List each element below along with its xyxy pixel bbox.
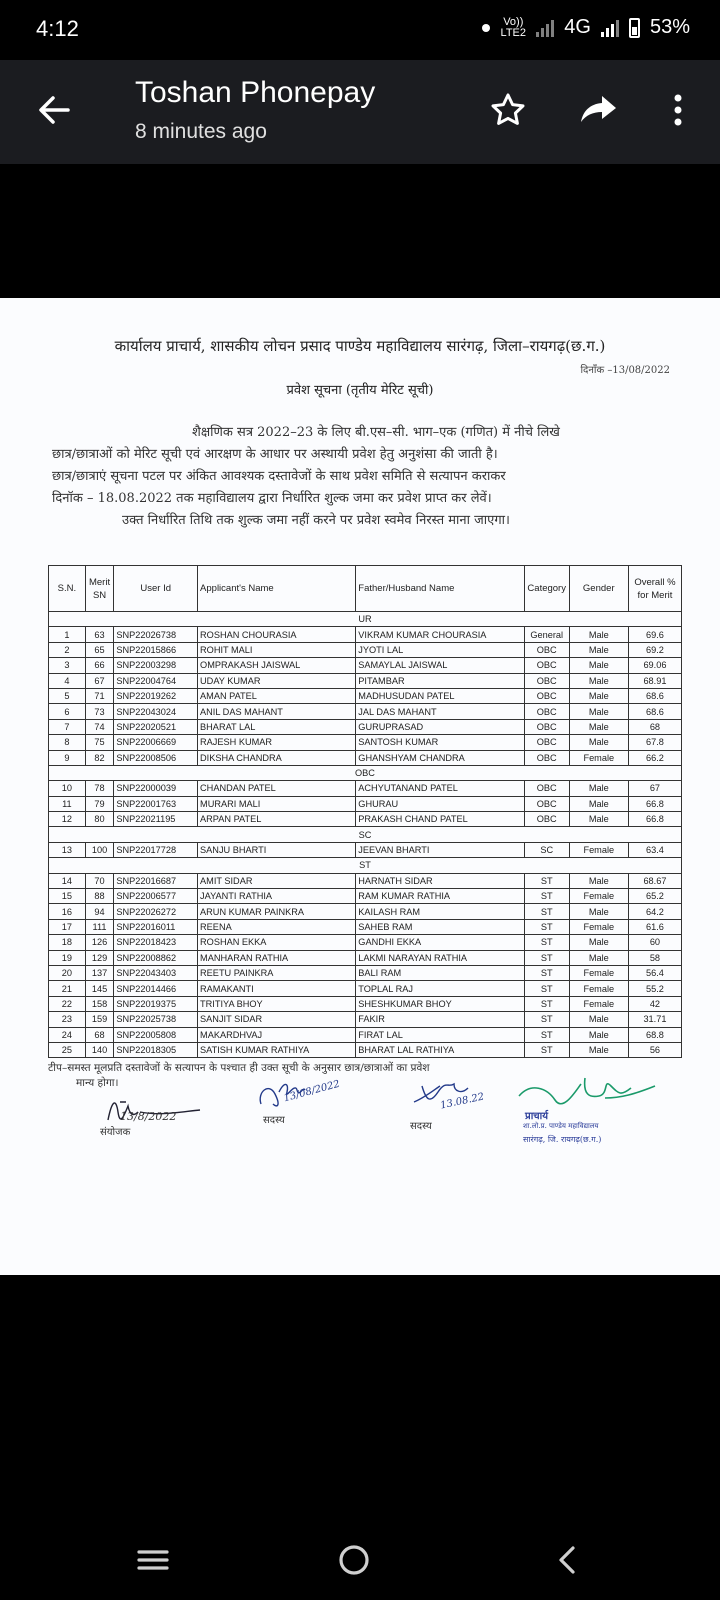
cell-applicant-name: AMAN PATEL — [198, 688, 356, 703]
network-type: 4G — [564, 16, 591, 38]
col-gender: Gender — [569, 566, 628, 612]
cell-sn: 8 — [49, 735, 86, 750]
cell-merit-sn: 158 — [85, 996, 114, 1011]
cell-merit-sn: 129 — [85, 950, 114, 965]
cell-user-id: SNP22016687 — [114, 873, 198, 888]
cell-applicant-name: ROSHAN CHOURASIA — [198, 627, 356, 642]
cell-gender: Female — [569, 889, 628, 904]
cell-sn: 24 — [49, 1027, 86, 1042]
para-line-5: उक्त निर्धारित तिथि तक शुल्क जमा नहीं करने पर प्रवेश स्वमेव निरस्त माना जाएगा। — [122, 513, 510, 528]
cell-category: ST — [524, 950, 569, 965]
cell-merit-sn: 73 — [85, 704, 114, 719]
cell-merit-sn: 100 — [85, 842, 114, 857]
cell-gender: Male — [569, 873, 628, 888]
signature-member-2 — [410, 1076, 520, 1136]
cell-category: SC — [524, 842, 569, 857]
app-bar — [0, 60, 720, 164]
table-row — [49, 981, 682, 996]
cell-applicant-name: UDAY KUMAR — [198, 673, 356, 688]
cell-father-name: MADHUSUDAN PATEL — [356, 688, 524, 703]
table-row — [49, 642, 682, 657]
category-group-row — [49, 827, 682, 842]
sig1-label: संयोजक — [100, 1127, 131, 1138]
cell-applicant-name: AMIT SIDAR — [198, 873, 356, 888]
table-row — [49, 996, 682, 1011]
cell-user-id: SNP22004764 — [114, 673, 198, 688]
cell-sn: 20 — [49, 965, 86, 980]
cell-user-id: SNP22018305 — [114, 1042, 198, 1057]
sender-title: Toshan Phonepay — [135, 76, 376, 109]
cell-sn: 7 — [49, 719, 86, 734]
stamp-line-1: प्राचार्य — [525, 1111, 549, 1122]
star-icon[interactable] — [488, 90, 528, 130]
cell-overall: 68 — [628, 719, 681, 734]
cell-merit-sn: 78 — [85, 781, 114, 796]
para-line-2: छात्र/छात्राओं को मेरिट सूची एवं आरक्षण के आधार पर अस्थायी प्रवेश हेतु अनुशंसा की जाती है। — [52, 447, 498, 462]
cell-gender: Male — [569, 688, 628, 703]
cell-father-name: GHANSHYAM CHANDRA — [356, 750, 524, 765]
cell-overall: 63.4 — [628, 842, 681, 857]
table-row — [49, 873, 682, 888]
cell-applicant-name: ARPAN PATEL — [198, 812, 356, 827]
cell-father-name: HARNATH SIDAR — [356, 873, 524, 888]
cell-father-name: GURUPRASAD — [356, 719, 524, 734]
cell-user-id: SNP22016011 — [114, 919, 198, 934]
cell-sn: 11 — [49, 796, 86, 811]
cell-category: ST — [524, 889, 569, 904]
sig2-label: सदस्य — [263, 1115, 285, 1126]
cell-merit-sn: 111 — [85, 919, 114, 934]
cell-overall: 68.91 — [628, 673, 681, 688]
cell-overall: 31.71 — [628, 1012, 681, 1027]
cell-merit-sn: 65 — [85, 642, 114, 657]
cell-merit-sn: 126 — [85, 935, 114, 950]
sent-time: 8 minutes ago — [135, 120, 267, 143]
cell-gender: Male — [569, 904, 628, 919]
cell-user-id: SNP22003298 — [114, 658, 198, 673]
cell-father-name: SANTOSH KUMAR — [356, 735, 524, 750]
cell-gender: Male — [569, 781, 628, 796]
col-father-name: Father/Husband Name — [356, 566, 524, 612]
cell-merit-sn: 67 — [85, 673, 114, 688]
document-image[interactable] — [0, 298, 720, 1275]
cell-user-id: SNP22019375 — [114, 996, 198, 1011]
cell-overall: 65.2 — [628, 889, 681, 904]
table-row — [49, 950, 682, 965]
cell-applicant-name: ROHIT MALI — [198, 642, 356, 657]
cell-overall: 68.8 — [628, 1027, 681, 1042]
stamp-line-3: सारंगढ़, जि. रायगढ़(छ.ग.) — [523, 1135, 602, 1144]
cell-father-name: SAMAYLAL JAISWAL — [356, 658, 524, 673]
cell-user-id: SNP22006577 — [114, 889, 198, 904]
table-row — [49, 965, 682, 980]
table-row — [49, 842, 682, 857]
merit-table — [48, 565, 682, 1058]
cell-user-id: SNP22018423 — [114, 935, 198, 950]
category-group-label: OBC — [49, 765, 682, 780]
cell-father-name: FAKIR — [356, 1012, 524, 1027]
cell-user-id: SNP22008862 — [114, 950, 198, 965]
cell-overall: 66.8 — [628, 812, 681, 827]
category-group-label: SC — [49, 827, 682, 842]
cell-sn: 12 — [49, 812, 86, 827]
cell-merit-sn: 70 — [85, 873, 114, 888]
cell-applicant-name: SATISH KUMAR RATHIYA — [198, 1042, 356, 1057]
table-row — [49, 750, 682, 765]
cell-sn: 23 — [49, 1012, 86, 1027]
cell-overall: 67 — [628, 781, 681, 796]
table-row — [49, 627, 682, 642]
cell-gender: Male — [569, 627, 628, 642]
cell-sn: 3 — [49, 658, 86, 673]
cell-sn: 15 — [49, 889, 86, 904]
cell-merit-sn: 94 — [85, 904, 114, 919]
table-row — [49, 1027, 682, 1042]
cell-gender: Female — [569, 842, 628, 857]
table-row — [49, 719, 682, 734]
volte-indicator: Vo)) LTE2 — [500, 15, 527, 39]
note-line-2: मान्य होगा। — [76, 1077, 119, 1089]
sig2-date: 13/08/2022 — [282, 1078, 342, 1105]
cell-father-name: GANDHI EKKA — [356, 935, 524, 950]
cell-overall: 69.6 — [628, 627, 681, 642]
cell-category: OBC — [524, 735, 569, 750]
table-row — [49, 904, 682, 919]
cell-father-name: JYOTI LAL — [356, 642, 524, 657]
principal-signature-stamp — [515, 1068, 665, 1148]
cell-user-id: SNP22001763 — [114, 796, 198, 811]
cell-applicant-name: DIKSHA CHANDRA — [198, 750, 356, 765]
cell-user-id: SNP22015866 — [114, 642, 198, 657]
cell-category: ST — [524, 904, 569, 919]
cell-overall: 56 — [628, 1042, 681, 1057]
cell-sn: 9 — [49, 750, 86, 765]
cell-gender: Male — [569, 1012, 628, 1027]
cell-gender: Male — [569, 704, 628, 719]
cell-gender: Female — [569, 981, 628, 996]
cell-category: OBC — [524, 658, 569, 673]
cell-merit-sn: 159 — [85, 1012, 114, 1027]
cell-category: General — [524, 627, 569, 642]
notification-dot-icon — [482, 24, 490, 32]
cell-overall: 69.2 — [628, 642, 681, 657]
cell-user-id: SNP22005808 — [114, 1027, 198, 1042]
cell-father-name: KAILASH RAM — [356, 904, 524, 919]
cell-merit-sn: 137 — [85, 965, 114, 980]
cell-category: OBC — [524, 719, 569, 734]
para-line-1: शैक्षणिक सत्र 2022–23 के लिए बी.एस–सी. भाग–एक (गणित) में नीचे लिखे — [192, 425, 560, 440]
cell-gender: Male — [569, 1042, 628, 1057]
cell-father-name: JEEVAN BHARTI — [356, 842, 524, 857]
signal-1-icon — [536, 19, 554, 37]
cell-overall: 66.8 — [628, 796, 681, 811]
back-arrow-icon[interactable] — [34, 90, 74, 130]
table-row — [49, 796, 682, 811]
signature-convenor — [100, 1090, 210, 1140]
cell-sn: 17 — [49, 919, 86, 934]
cell-applicant-name: JAYANTI RATHIA — [198, 889, 356, 904]
category-group-row — [49, 765, 682, 780]
battery-level: 53% — [649, 16, 690, 38]
cell-category: OBC — [524, 796, 569, 811]
status-time: 4:12 — [36, 16, 79, 41]
cell-category: ST — [524, 981, 569, 996]
notice-date: दिनाँक –13/08/2022 — [580, 365, 670, 376]
cell-user-id: SNP22000039 — [114, 781, 198, 796]
cell-merit-sn: 66 — [85, 658, 114, 673]
stamp-line-2: शा.लो.प्र. पाण्डेय महाविद्यालय — [523, 1122, 599, 1130]
cell-overall: 68.67 — [628, 873, 681, 888]
cell-sn: 10 — [49, 781, 86, 796]
col-merit-sn: Merit SN — [85, 566, 114, 612]
cell-gender: Male — [569, 796, 628, 811]
cell-category: ST — [524, 965, 569, 980]
cell-merit-sn: 145 — [85, 981, 114, 996]
table-row — [49, 688, 682, 703]
cell-gender: Male — [569, 935, 628, 950]
cell-applicant-name: SANJIT SIDAR — [198, 1012, 356, 1027]
col-category: Category — [524, 566, 569, 612]
cell-father-name: RAM KUMAR RATHIA — [356, 889, 524, 904]
cell-applicant-name: SANJU BHARTI — [198, 842, 356, 857]
signature-member-1 — [255, 1070, 365, 1130]
cell-overall: 58 — [628, 950, 681, 965]
cell-gender: Female — [569, 919, 628, 934]
cell-category: ST — [524, 1012, 569, 1027]
cell-category: OBC — [524, 781, 569, 796]
cell-user-id: SNP22008506 — [114, 750, 198, 765]
signal-2-icon — [601, 19, 619, 37]
cell-father-name: PRAKASH CHAND PATEL — [356, 812, 524, 827]
cell-sn: 14 — [49, 873, 86, 888]
cell-user-id: SNP22043403 — [114, 965, 198, 980]
cell-father-name: VIKRAM KUMAR CHOURASIA — [356, 627, 524, 642]
cell-sn: 13 — [49, 842, 86, 857]
table-row — [49, 673, 682, 688]
back-icon[interactable] — [548, 1540, 588, 1580]
cell-father-name: BALI RAM — [356, 965, 524, 980]
cell-sn: 18 — [49, 935, 86, 950]
status-icons — [482, 16, 690, 39]
cell-category: OBC — [524, 642, 569, 657]
cell-sn: 16 — [49, 904, 86, 919]
cell-gender: Male — [569, 735, 628, 750]
cell-category: ST — [524, 919, 569, 934]
cell-father-name: PITAMBAR — [356, 673, 524, 688]
recent-apps-icon[interactable] — [133, 1540, 173, 1580]
cell-sn: 2 — [49, 642, 86, 657]
cell-overall: 42 — [628, 996, 681, 1011]
cell-category: ST — [524, 873, 569, 888]
cell-user-id: SNP22017728 — [114, 842, 198, 857]
cell-user-id: SNP22014466 — [114, 981, 198, 996]
cell-applicant-name: ANIL DAS MAHANT — [198, 704, 356, 719]
cell-gender: Female — [569, 996, 628, 1011]
table-row — [49, 889, 682, 904]
cell-user-id: SNP22026272 — [114, 904, 198, 919]
cell-category: ST — [524, 1027, 569, 1042]
cell-user-id: SNP22021195 — [114, 812, 198, 827]
cell-merit-sn: 79 — [85, 796, 114, 811]
cell-gender: Male — [569, 673, 628, 688]
cell-applicant-name: ARUN KUMAR PAINKRA — [198, 904, 356, 919]
cell-merit-sn: 82 — [85, 750, 114, 765]
table-row — [49, 1012, 682, 1027]
cell-overall: 64.2 — [628, 904, 681, 919]
sig1-date: 13/8/2022 — [120, 1110, 177, 1123]
cell-overall: 66.2 — [628, 750, 681, 765]
para-line-4: दिनॉक – 18.08.2022 तक महाविद्यालय द्वारा निर्धारित शुल्क जमा कर प्रवेश प्राप्त कर लेवें। — [52, 491, 492, 506]
cell-user-id: SNP22025738 — [114, 1012, 198, 1027]
cell-gender: Male — [569, 812, 628, 827]
cell-overall: 69.06 — [628, 658, 681, 673]
cell-applicant-name: TRITIYA BHOY — [198, 996, 356, 1011]
cell-merit-sn: 68 — [85, 1027, 114, 1042]
table-header-row — [49, 566, 682, 612]
cell-applicant-name: OMPRAKASH JAISWAL — [198, 658, 356, 673]
cell-category: ST — [524, 996, 569, 1011]
cell-father-name: TOPLAL RAJ — [356, 981, 524, 996]
cell-category: ST — [524, 935, 569, 950]
cell-merit-sn: 75 — [85, 735, 114, 750]
cell-sn: 6 — [49, 704, 86, 719]
cell-category: ST — [524, 1042, 569, 1057]
cell-gender: Female — [569, 965, 628, 980]
cell-user-id: SNP22019262 — [114, 688, 198, 703]
category-group-label: ST — [49, 858, 682, 873]
cell-father-name: SHESHKUMAR BHOY — [356, 996, 524, 1011]
col-sn: S.N. — [49, 566, 86, 612]
cell-sn: 21 — [49, 981, 86, 996]
cell-gender: Male — [569, 1027, 628, 1042]
cell-applicant-name: MANHARAN RATHIA — [198, 950, 356, 965]
cell-category: OBC — [524, 673, 569, 688]
home-icon[interactable] — [334, 1540, 374, 1580]
signature-4-icon — [515, 1068, 665, 1112]
cell-applicant-name: MURARI MALI — [198, 796, 356, 811]
cell-overall: 67.8 — [628, 735, 681, 750]
share-icon[interactable] — [578, 90, 618, 130]
cell-merit-sn: 80 — [85, 812, 114, 827]
cell-applicant-name: MAKARDHVAJ — [198, 1027, 356, 1042]
cell-applicant-name: BHARAT LAL — [198, 719, 356, 734]
cell-category: OBC — [524, 688, 569, 703]
cell-overall: 55.2 — [628, 981, 681, 996]
cell-sn: 4 — [49, 673, 86, 688]
category-group-label: UR — [49, 612, 682, 627]
cell-father-name: JAL DAS MAHANT — [356, 704, 524, 719]
cell-overall: 56.4 — [628, 965, 681, 980]
col-user-id: User Id — [114, 566, 198, 612]
cell-category: OBC — [524, 750, 569, 765]
cell-sn: 19 — [49, 950, 86, 965]
cell-applicant-name: ROSHAN EKKA — [198, 935, 356, 950]
cell-sn: 1 — [49, 627, 86, 642]
table-row — [49, 919, 682, 934]
cell-sn: 25 — [49, 1042, 86, 1057]
cell-father-name: ACHYUTANAND PATEL — [356, 781, 524, 796]
cell-father-name: SAHEB RAM — [356, 919, 524, 934]
cell-gender: Male — [569, 950, 628, 965]
col-overall: Overall % for Merit — [628, 566, 681, 612]
cell-applicant-name: REETU PAINKRA — [198, 965, 356, 980]
cell-father-name: FIRAT LAL — [356, 1027, 524, 1042]
notice-heading: प्रवेश सूचना (तृतीय मेरिट सूची) — [286, 383, 434, 398]
cell-user-id: SNP22006669 — [114, 735, 198, 750]
status-bar — [0, 0, 720, 60]
office-heading: कार्यालय प्राचार्य, शासकीय लोचन प्रसाद पाण्डेय महाविद्यालय सारंगढ़, जिला–रायगढ़(छ.ग.) — [114, 337, 606, 355]
cell-applicant-name: CHANDAN PATEL — [198, 781, 356, 796]
table-row — [49, 704, 682, 719]
cell-merit-sn: 71 — [85, 688, 114, 703]
cell-gender: Female — [569, 750, 628, 765]
cell-merit-sn: 63 — [85, 627, 114, 642]
cell-father-name: GHURAU — [356, 796, 524, 811]
cell-overall: 61.6 — [628, 919, 681, 934]
cell-applicant-name: RAJESH KUMAR — [198, 735, 356, 750]
cell-father-name: BHARAT LAL RATHIYA — [356, 1042, 524, 1057]
cell-user-id: SNP22020521 — [114, 719, 198, 734]
battery-icon — [629, 18, 640, 38]
category-group-row — [49, 612, 682, 627]
sig3-date: 13.08.22 — [439, 1091, 486, 1112]
note-line-1: टीप–समस्त मूलप्रति दस्तावेजों के सत्यापन के पश्चात ही उक्त सूची के अनुसार छात्र/छात्राओं का प्रवेश — [48, 1062, 430, 1074]
category-group-row — [49, 858, 682, 873]
cell-user-id: SNP22043024 — [114, 704, 198, 719]
cell-sn: 22 — [49, 996, 86, 1011]
cell-overall: 68.6 — [628, 688, 681, 703]
para-line-3: छात्र/छात्राएं सूचना पटल पर अंकित आवश्यक दस्तावेजों के साथ प्रवेश समिति से सत्यापन कराकर — [52, 469, 506, 484]
cell-sn: 5 — [49, 688, 86, 703]
cell-gender: Male — [569, 642, 628, 657]
table-row — [49, 1042, 682, 1057]
cell-gender: Male — [569, 658, 628, 673]
table-row — [49, 935, 682, 950]
cell-overall: 68.6 — [628, 704, 681, 719]
more-vert-icon[interactable] — [658, 90, 698, 130]
cell-merit-sn: 74 — [85, 719, 114, 734]
table-row — [49, 781, 682, 796]
cell-applicant-name: RAMAKANTI — [198, 981, 356, 996]
table-row — [49, 812, 682, 827]
table-row — [49, 735, 682, 750]
cell-applicant-name: REENA — [198, 919, 356, 934]
table-row — [49, 658, 682, 673]
cell-overall: 60 — [628, 935, 681, 950]
sig3-label: सदस्य — [410, 1121, 432, 1132]
cell-merit-sn: 88 — [85, 889, 114, 904]
col-applicant-name: Applicant's Name — [198, 566, 356, 612]
cell-merit-sn: 140 — [85, 1042, 114, 1057]
cell-user-id: SNP22026738 — [114, 627, 198, 642]
cell-category: OBC — [524, 704, 569, 719]
cell-father-name: LAKMI NARAYAN RATHIA — [356, 950, 524, 965]
cell-gender: Male — [569, 719, 628, 734]
nav-bar — [0, 1520, 720, 1600]
cell-category: OBC — [524, 812, 569, 827]
